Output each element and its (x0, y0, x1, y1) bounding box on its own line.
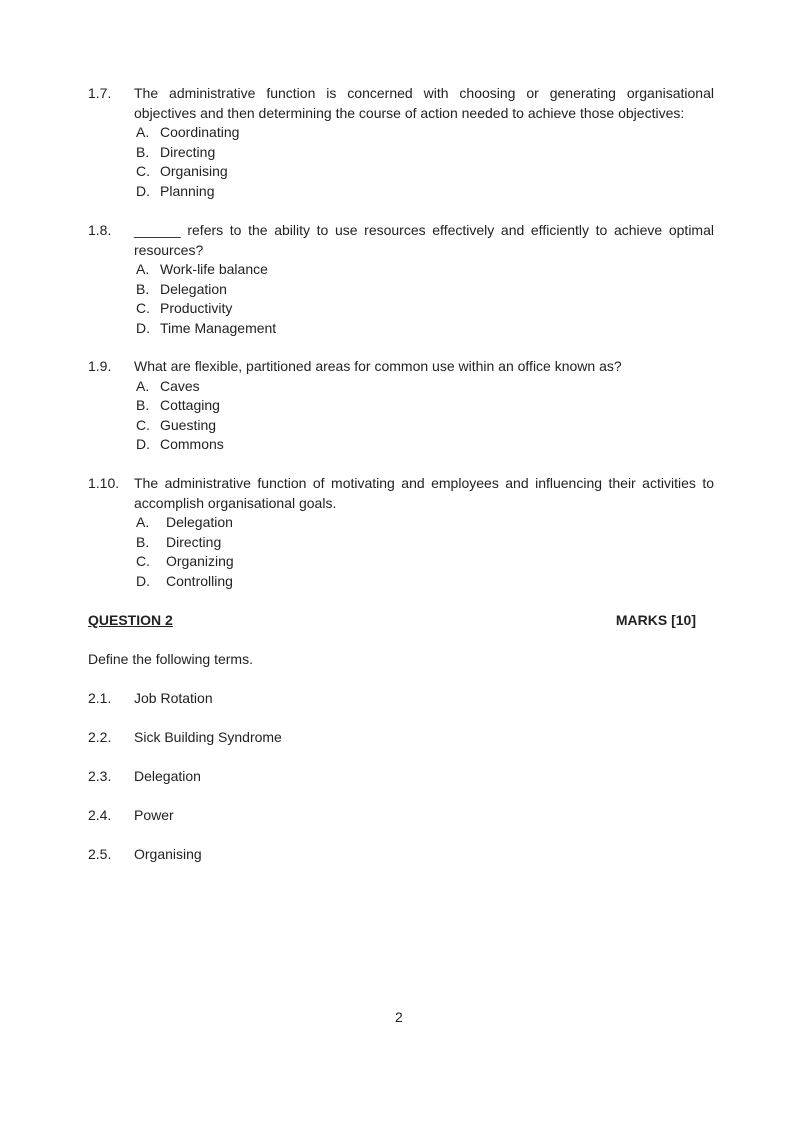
question-1-7 (88, 84, 714, 202)
question-number: 1.7. (88, 85, 112, 101)
question-stem: ______ refers to the ability to use resources effectively and efficiently to achieve optimal resources? (134, 222, 714, 258)
option: B. Directing (136, 143, 216, 160)
option: A. Caves (136, 377, 200, 394)
option: D. Planning (136, 182, 215, 199)
question-2-instruction: Define the following terms. (88, 651, 253, 667)
option: A. Coordinating (136, 124, 240, 141)
option: B. Directing (136, 533, 222, 550)
term-item: 2.4. Power (88, 807, 174, 823)
term-item: 2.3. Delegation (88, 768, 201, 784)
question-1-9 (88, 357, 714, 455)
question-stem: What are flexible, partitioned areas for common use within an office known as? (134, 358, 622, 374)
option: C. Guesting (136, 416, 217, 433)
question-stem: The administrative function is concerned with choosing or generating organisational objectives and then determining the course of action needed to achieve those objectives: (134, 85, 714, 121)
option: A. Work-life balance (136, 261, 268, 278)
question-1-10 (88, 474, 714, 592)
term-item: 2.2. Sick Building Syndrome (88, 729, 282, 745)
term-item: 2.1. Job Rotation (88, 690, 213, 706)
option: C. Productivity (136, 300, 233, 317)
option: B. Cottaging (136, 397, 220, 414)
option: C. Organising (136, 163, 228, 180)
question-2-marks: MARKS [10] (615, 612, 696, 628)
question-number: 1.9. (88, 358, 112, 374)
question-2-title: QUESTION 2 (88, 612, 173, 628)
option: C. Organizing (136, 553, 234, 570)
question-number: 1.8. (88, 222, 112, 238)
question-number: 1.10. (88, 475, 120, 491)
question-stem: The administrative function of motivating and employees and influencing their activities to accomplish organisational goals. (134, 475, 714, 511)
option: D. Controlling (136, 572, 233, 589)
question-2-header (88, 611, 696, 631)
option: D. Commons (136, 436, 224, 453)
term-item: 2.5. Organising (88, 846, 202, 862)
option: A. Delegation (136, 514, 233, 531)
option: B. Delegation (136, 280, 227, 297)
page-number: 2 (395, 1009, 403, 1025)
option: D. Time Management (136, 319, 277, 336)
question-1-8 (88, 221, 714, 339)
